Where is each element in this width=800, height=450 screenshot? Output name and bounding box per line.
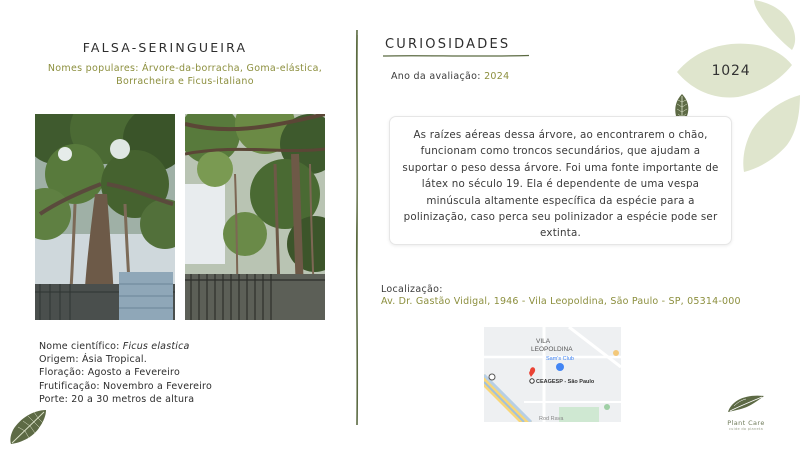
logo-name: Plant Care	[727, 419, 765, 427]
tree-photo-1	[35, 114, 175, 320]
logo-leaf-icon	[726, 392, 766, 414]
curiosities-text: As raízes aéreas dessa árvore, ao encontrarem o chão, funcionam como troncos secundários, que ajudam a suportar o peso dessa árvore. Foi uma fonte importante de látex no século 19. Ela é dependente de uma vespa minúscula altamente específica da espécie para a polinização, caso perca seu polinizador a espécie pode ser extinta.	[389, 116, 732, 245]
tree-photo-2	[185, 114, 325, 320]
location-map[interactable]	[484, 327, 621, 422]
page-title: FALSA-SERINGUEIRA	[82, 40, 248, 55]
map-street-label: Rod Rava	[539, 416, 564, 422]
location-label: Localização:	[381, 284, 443, 295]
logo-tagline: cuide do planeta	[728, 427, 764, 431]
title-underline	[383, 54, 529, 58]
evaluation-year-value: 2024	[484, 71, 510, 82]
origin: Origem: Ásia Tropical.	[39, 354, 147, 366]
fruiting: Frutificação: Novembro a Fevereiro	[39, 380, 212, 392]
curiosities-title: CURIOSIDADES	[385, 37, 511, 52]
evaluation-year: Ano da avaliação: 2024	[391, 71, 510, 82]
map-neighborhood-2: LEOPOLDINA	[531, 346, 573, 353]
scientific-name: Nome científico: Ficus elastica	[39, 341, 190, 352]
map-neighborhood-1: VILA	[536, 338, 551, 345]
popular-names: Nomes populares: Árvore-da-borracha, Goma-elástica, Borracheira e Ficus-italiano	[47, 63, 323, 87]
vertical-divider	[354, 30, 360, 425]
scientific-name-value: Ficus elastica	[122, 341, 190, 352]
plant-care-logo	[718, 392, 774, 431]
size: Porte: 20 a 30 metros de altura	[39, 393, 195, 405]
map-place-label: CEAGESP - São Paulo	[536, 379, 595, 385]
leaf-icon	[8, 408, 48, 446]
tree-facts	[39, 340, 212, 406]
map-store-label: Sam's Club	[546, 356, 574, 362]
tree-number: 1024	[711, 63, 751, 79]
location-address: Av. Dr. Gastão Vidigal, 1946 - Vila Leopoldina, São Paulo - SP, 05314-000	[381, 296, 741, 307]
flowering: Floração: Agosto a Fevereiro	[39, 367, 180, 379]
